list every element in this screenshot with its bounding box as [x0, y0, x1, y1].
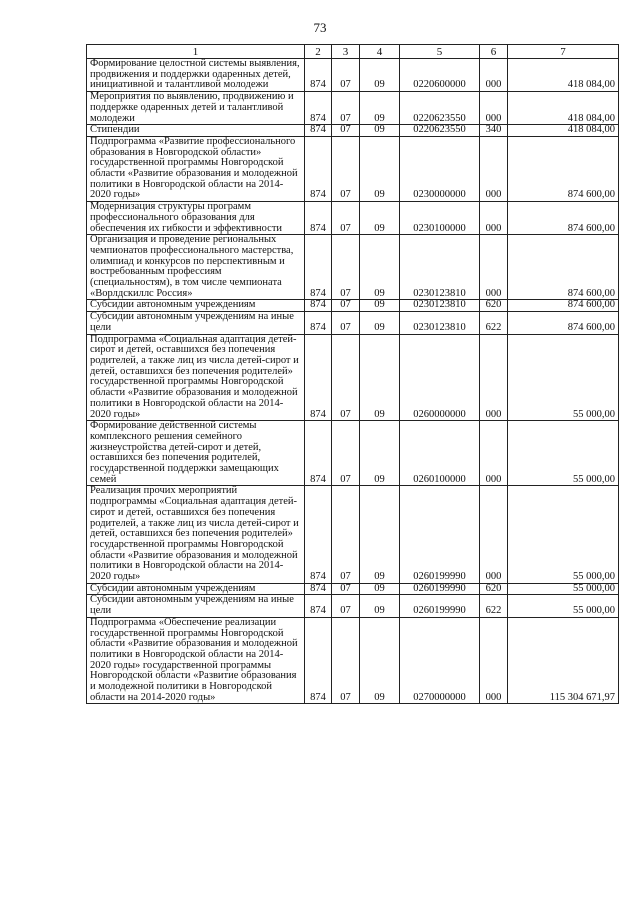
- row-name-cell: Формирование действенной системы комплексного решения семейного жизнеустройства детей-сирот и детей, оставшихся без попечения родителей, государственной поддержки замещающих семей: [87, 421, 305, 486]
- section-code-cell: 07: [332, 421, 360, 486]
- ministry-code-cell: 874: [305, 125, 332, 137]
- target-article-cell: 0270000000: [400, 617, 480, 704]
- column-header: 2: [305, 45, 332, 59]
- ministry-code-cell: 874: [305, 617, 332, 704]
- column-header: 6: [480, 45, 508, 59]
- row-name-cell: Мероприятия по выявлению, продвижению и поддержке одаренных детей и талантливой молодежи: [87, 92, 305, 125]
- row-name-cell: Субсидии автономным учреждениям: [87, 300, 305, 312]
- target-article-cell: 0220600000: [400, 59, 480, 92]
- table-body: [87, 59, 619, 704]
- subsection-code-cell: 09: [360, 583, 400, 595]
- expense-type-cell: 000: [480, 59, 508, 92]
- ministry-code-cell: 874: [305, 202, 332, 235]
- table-row: [87, 59, 619, 92]
- expense-type-cell: 622: [480, 312, 508, 334]
- table-row: [87, 136, 619, 201]
- expense-type-cell: 000: [480, 617, 508, 704]
- budget-table: [86, 44, 619, 704]
- table-row: [87, 235, 619, 300]
- amount-cell: 874 600,00: [508, 312, 619, 334]
- amount-cell: 418 084,00: [508, 59, 619, 92]
- section-code-cell: 07: [332, 617, 360, 704]
- section-code-cell: 07: [332, 202, 360, 235]
- ministry-code-cell: 874: [305, 583, 332, 595]
- expense-type-cell: 620: [480, 583, 508, 595]
- table-header-row: [87, 45, 619, 59]
- target-article-cell: 0220623550: [400, 92, 480, 125]
- table-row: [87, 125, 619, 137]
- ministry-code-cell: 874: [305, 136, 332, 201]
- section-code-cell: 07: [332, 59, 360, 92]
- expense-type-cell: 622: [480, 595, 508, 617]
- table-row: [87, 334, 619, 421]
- table-row: [87, 421, 619, 486]
- amount-cell: 418 084,00: [508, 125, 619, 137]
- amount-cell: 55 000,00: [508, 595, 619, 617]
- row-name-cell: Субсидии автономным учреждениям на иные цели: [87, 312, 305, 334]
- table-row: [87, 300, 619, 312]
- page-number: 73: [313, 20, 327, 35]
- table-row: [87, 617, 619, 704]
- table-row: [87, 583, 619, 595]
- ministry-code-cell: 874: [305, 486, 332, 583]
- subsection-code-cell: 09: [360, 202, 400, 235]
- subsection-code-cell: 09: [360, 617, 400, 704]
- amount-cell: 418 084,00: [508, 92, 619, 125]
- column-header: 5: [400, 45, 480, 59]
- subsection-code-cell: 09: [360, 300, 400, 312]
- subsection-code-cell: 09: [360, 421, 400, 486]
- amount-cell: 874 600,00: [508, 235, 619, 300]
- expense-type-cell: 340: [480, 125, 508, 137]
- target-article-cell: 0260100000: [400, 421, 480, 486]
- target-article-cell: 0260199990: [400, 486, 480, 583]
- ministry-code-cell: 874: [305, 300, 332, 312]
- subsection-code-cell: 09: [360, 235, 400, 300]
- section-code-cell: 07: [332, 595, 360, 617]
- table-row: [87, 92, 619, 125]
- target-article-cell: 0220623550: [400, 125, 480, 137]
- row-name-cell: Субсидии автономным учреждениям на иные цели: [87, 595, 305, 617]
- amount-cell: 55 000,00: [508, 486, 619, 583]
- column-header: 3: [332, 45, 360, 59]
- target-article-cell: 0260199990: [400, 595, 480, 617]
- expense-type-cell: 620: [480, 300, 508, 312]
- target-article-cell: 0230123810: [400, 300, 480, 312]
- amount-cell: 874 600,00: [508, 202, 619, 235]
- section-code-cell: 07: [332, 486, 360, 583]
- section-code-cell: 07: [332, 92, 360, 125]
- subsection-code-cell: 09: [360, 59, 400, 92]
- subsection-code-cell: 09: [360, 92, 400, 125]
- ministry-code-cell: 874: [305, 92, 332, 125]
- amount-cell: 55 000,00: [508, 334, 619, 421]
- amount-cell: 115 304 671,97: [508, 617, 619, 704]
- subsection-code-cell: 09: [360, 334, 400, 421]
- target-article-cell: 0230100000: [400, 202, 480, 235]
- amount-cell: 55 000,00: [508, 583, 619, 595]
- expense-type-cell: 000: [480, 202, 508, 235]
- expense-type-cell: 000: [480, 235, 508, 300]
- target-article-cell: 0230000000: [400, 136, 480, 201]
- expense-type-cell: 000: [480, 92, 508, 125]
- expense-type-cell: 000: [480, 421, 508, 486]
- row-name-cell: Модернизация структуры программ профессионального образования для обеспечения их гибкости и эффективности: [87, 202, 305, 235]
- section-code-cell: 07: [332, 125, 360, 137]
- target-article-cell: 0260199990: [400, 583, 480, 595]
- section-code-cell: 07: [332, 334, 360, 421]
- row-name-cell: Подпрограмма «Развитие профессионального образования в Новгородской области» государственной программы Новгородской области «Развитие образования и молодежной политики в Новгородской области на 2014-2020 годы»: [87, 136, 305, 201]
- expense-type-cell: 000: [480, 486, 508, 583]
- row-name-cell: Подпрограмма «Социальная адаптация детей-сирот и детей, оставшихся без попечения родителей, а также лиц из числа детей-сирот и детей, оставшихся без попечения родителей» государственной программы Новгородской области «Развитие образования и молодежной политики в Новгородской области на 2014-2020 годы»: [87, 334, 305, 421]
- row-name-cell: Подпрограмма «Обеспечение реализации государственной программы Новгородской области «Развитие образования и молодежной политики в Новгородской области на 2014-2020 годы» государственной программы Новгородской области «Развитие образования и молодежной политики в Новгородской области на 2014-2020 годы»: [87, 617, 305, 704]
- column-header: 7: [508, 45, 619, 59]
- amount-cell: 874 600,00: [508, 136, 619, 201]
- column-header: 1: [87, 45, 305, 59]
- row-name-cell: Формирование целостной системы выявления, продвижения и поддержки одаренных детей, инициативной и талантливой молодежи: [87, 59, 305, 92]
- section-code-cell: 07: [332, 312, 360, 334]
- amount-cell: 874 600,00: [508, 300, 619, 312]
- row-name-cell: Реализация прочих мероприятий подпрограммы «Социальная адаптация детей-сирот и детей, оставшихся без попечения родителей, а также лиц из числа детей-сирот и детей, оставшихся без попечения родителей» государственной программы Новгородской области «Развитие образования и молодежной политики в Новгородской области на 2014-2020 годы»: [87, 486, 305, 583]
- target-article-cell: 0230123810: [400, 312, 480, 334]
- amount-cell: 55 000,00: [508, 421, 619, 486]
- table-row: [87, 486, 619, 583]
- ministry-code-cell: 874: [305, 595, 332, 617]
- subsection-code-cell: 09: [360, 136, 400, 201]
- section-code-cell: 07: [332, 235, 360, 300]
- table-row: [87, 202, 619, 235]
- expense-type-cell: 000: [480, 136, 508, 201]
- row-name-cell: Субсидии автономным учреждениям: [87, 583, 305, 595]
- table-row: [87, 312, 619, 334]
- target-article-cell: 0260000000: [400, 334, 480, 421]
- section-code-cell: 07: [332, 300, 360, 312]
- ministry-code-cell: 874: [305, 235, 332, 300]
- subsection-code-cell: 09: [360, 595, 400, 617]
- ministry-code-cell: 874: [305, 334, 332, 421]
- ministry-code-cell: 874: [305, 312, 332, 334]
- expense-type-cell: 000: [480, 334, 508, 421]
- row-name-cell: Стипендии: [87, 125, 305, 137]
- column-header: 4: [360, 45, 400, 59]
- subsection-code-cell: 09: [360, 125, 400, 137]
- ministry-code-cell: 874: [305, 421, 332, 486]
- table-row: [87, 595, 619, 617]
- row-name-cell: Организация и проведение региональных чемпионатов профессионального мастерства, олимпиад и конкурсов по перспективным и востребованным профессиям (специальностям), в том числе чемпионата «Ворлдскиллс Россия»: [87, 235, 305, 300]
- section-code-cell: 07: [332, 583, 360, 595]
- target-article-cell: 0230123810: [400, 235, 480, 300]
- subsection-code-cell: 09: [360, 486, 400, 583]
- ministry-code-cell: 874: [305, 59, 332, 92]
- section-code-cell: 07: [332, 136, 360, 201]
- subsection-code-cell: 09: [360, 312, 400, 334]
